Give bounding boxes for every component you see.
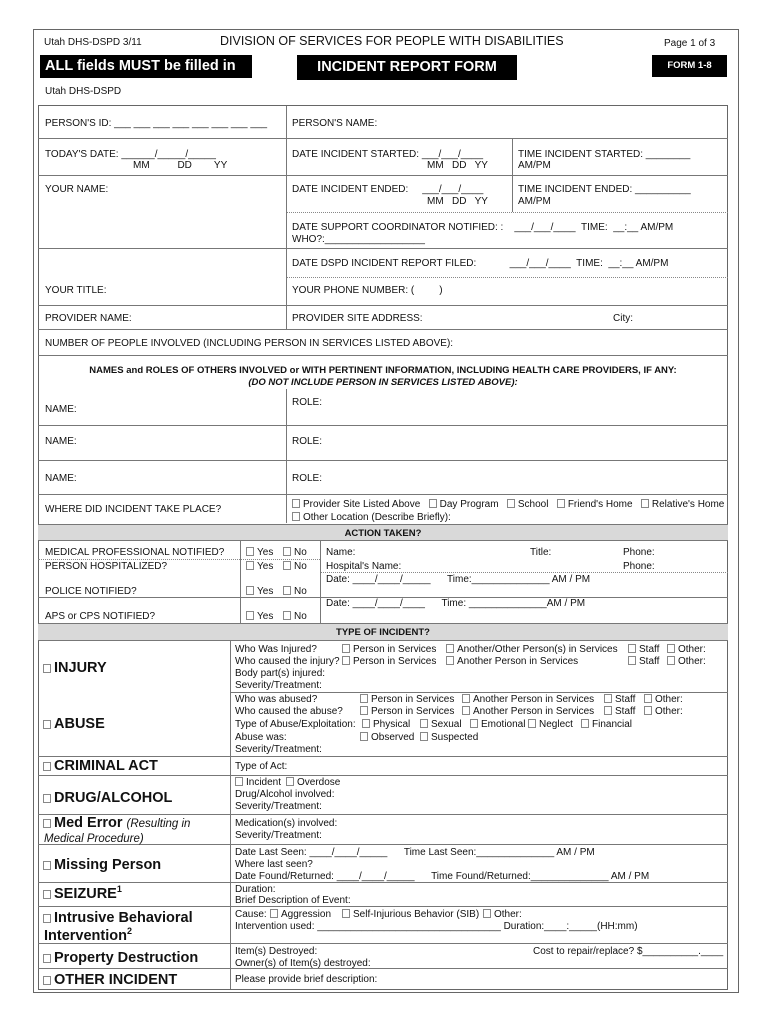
your-title-field[interactable]: YOUR TITLE: <box>45 285 107 296</box>
checkbox-icon <box>43 954 51 963</box>
intrusive-cause-other[interactable]: Other: <box>483 909 522 921</box>
time-ended-ampm: AM/PM <box>518 196 551 207</box>
incident-type-med-error[interactable]: Med Error (Resulting in <box>43 815 190 833</box>
phone-number-field[interactable]: YOUR PHONE NUMBER: ( ) <box>292 285 443 296</box>
medication-involved-field[interactable]: Medication(s) involved: <box>235 818 338 829</box>
checkbox-icon <box>43 819 51 828</box>
dspd-report-filed-field[interactable]: DATE DSPD INCIDENT REPORT FILED: ___/___/____ TIME: __:__ AM/PM <box>292 258 669 269</box>
abuse-type-neglect[interactable]: Neglect <box>528 719 573 731</box>
persons-name-field[interactable]: PERSON'S NAME: <box>292 118 378 129</box>
intrusive-cause-aggression[interactable]: Aggression <box>270 909 331 921</box>
checkbox-icon <box>342 909 350 918</box>
incident-type-property[interactable]: Property Destruction <box>43 950 198 967</box>
intrusive-line2: Intervention$^2$ <box>44 926 132 944</box>
drug-severity-field[interactable]: Severity/Treatment: <box>235 801 322 812</box>
checkbox-icon <box>429 499 437 508</box>
aps-no[interactable]: No <box>283 611 307 623</box>
date-started-field[interactable]: DATE INCIDENT STARTED: ___/___/____ <box>292 149 484 160</box>
injury-severity-field[interactable]: Severity/Treatment: <box>235 680 322 691</box>
checkbox-icon <box>420 719 428 728</box>
checkbox-icon <box>462 694 470 703</box>
support-coordinator-notified-field[interactable]: DATE SUPPORT COORDINATOR NOTIFIED: : ___/___/____ TIME: __:__ AM/PM <box>292 222 674 233</box>
provider-site-field[interactable]: PROVIDER SITE ADDRESS: <box>292 313 423 324</box>
where-options <box>292 499 724 511</box>
medical-title-field[interactable]: Title: <box>530 547 552 558</box>
abused-staff[interactable]: Staff <box>604 694 635 706</box>
checkbox-icon <box>446 656 454 665</box>
abuse-type-physical[interactable]: Physical <box>362 719 410 731</box>
abuse-suspected[interactable]: Suspected <box>420 732 478 744</box>
drug-incident[interactable]: Incident <box>235 777 281 789</box>
abuse-who-caused: Who caused the abuse? <box>235 706 343 717</box>
property-items-destroyed-field[interactable]: Item(s) Destroyed: <box>235 946 318 957</box>
checkbox-icon <box>283 547 291 556</box>
medical-yes[interactable]: Yes <box>246 547 273 559</box>
all-fields-banner: ALL fields MUST be filled in <box>40 55 252 78</box>
checkbox-icon <box>528 719 536 728</box>
abused-another[interactable]: Another Person in Services <box>462 694 594 706</box>
missing-where-field[interactable]: Where last seen? <box>235 859 313 870</box>
page-number: Page 1 of 3 <box>664 38 716 49</box>
checkbox-icon <box>43 664 51 673</box>
checkbox-icon <box>604 706 612 715</box>
seizure-description-field[interactable]: Brief Description of Event: <box>235 895 351 906</box>
checkbox-icon <box>286 777 294 786</box>
intrusive-cause-sib[interactable]: Self-Injurious Behavior (SIB) <box>342 909 479 921</box>
hospitalized-no[interactable]: No <box>283 561 307 573</box>
checkbox-icon <box>483 909 491 918</box>
aps-date-time-field[interactable]: Date: ____/____/____ Time: ______________AM / PM <box>326 598 586 609</box>
checkbox-icon <box>462 706 470 715</box>
todays-date-field[interactable]: TODAY'S DATE: ______/_____/_____ <box>45 149 216 160</box>
incident-type-missing-person[interactable]: Missing Person <box>43 857 161 874</box>
hospital-name-field[interactable]: Hospital's Name: <box>326 561 402 572</box>
injury-caused-staff[interactable]: Staff <box>628 656 659 668</box>
checkbox-icon <box>644 694 652 703</box>
where-option-day-program[interactable]: Day Program <box>429 499 499 510</box>
where-option-provider-site[interactable]: Provider Site Listed Above <box>292 499 420 510</box>
checkbox-icon <box>43 976 51 985</box>
checkbox-icon <box>470 719 478 728</box>
med-severity-field[interactable]: Severity/Treatment: <box>235 830 322 841</box>
abuse-caused-other[interactable]: Other: <box>644 706 683 718</box>
medical-notified-label: MEDICAL PROFESSIONAL NOTIFIED? <box>45 547 225 558</box>
other-role-2[interactable]: ROLE: <box>292 436 323 447</box>
other-incident-description-field[interactable]: Please provide brief description: <box>235 974 378 985</box>
where-option-other[interactable]: Other Location (Describe Briefly): <box>292 512 451 524</box>
checkbox-icon <box>644 706 652 715</box>
provider-name-field[interactable]: PROVIDER NAME: <box>45 313 132 324</box>
abuse-observed[interactable]: Observed <box>360 732 414 744</box>
injured-staff[interactable]: Staff <box>628 644 659 656</box>
checkbox-icon <box>628 656 636 665</box>
abuse-type-label: Type of Abuse/Exploitation: <box>235 719 356 730</box>
date-ended-units: MM DD YY <box>427 196 488 207</box>
checkbox-icon <box>360 732 368 741</box>
medical-name-field[interactable]: Name: <box>326 547 356 558</box>
injury-who-caused: Who caused the injury? <box>235 656 340 667</box>
property-cost-field[interactable]: Cost to repair/replace? $__________.____ <box>533 946 724 957</box>
checkbox-icon <box>283 586 291 595</box>
hospitalized-yes[interactable]: Yes <box>246 561 273 573</box>
injury-caused-another[interactable]: Another Person in Services <box>446 656 578 668</box>
hospitalized-label: PERSON HOSPITALIZED? <box>45 561 168 572</box>
checkbox-icon <box>446 644 454 653</box>
hospital-phone-field[interactable]: Phone: <box>623 561 655 572</box>
checkbox-icon <box>246 547 254 556</box>
checkbox-icon <box>360 694 368 703</box>
police-date-time-field[interactable]: Date: ____/____/_____ Time:______________ AM / PM <box>326 574 591 585</box>
checkbox-icon <box>235 777 243 786</box>
aps-cps-notified-label: APS or CPS NOTIFIED? <box>45 611 156 622</box>
injury-caused-person-in-services[interactable]: Person in Services <box>342 656 436 668</box>
form-number: FORM 1-8 <box>652 55 727 77</box>
other-name-3[interactable]: NAME: <box>45 473 77 484</box>
criminal-type-of-act-field[interactable]: Type of Act: <box>235 761 288 772</box>
police-yes[interactable]: Yes <box>246 586 273 598</box>
checkbox-icon <box>43 762 51 771</box>
time-started-field[interactable]: TIME INCIDENT STARTED: ________ <box>518 149 691 160</box>
persons-id-field[interactable]: PERSON'S ID: ___ ___ ___ ___ ___ ___ ___ ___ <box>45 118 268 129</box>
incident-heading: TYPE OF INCIDENT? <box>336 627 430 638</box>
where-option-school[interactable]: School <box>507 499 549 510</box>
checkbox-icon <box>557 499 565 508</box>
injury-caused-other[interactable]: Other: <box>667 656 706 668</box>
drug-overdose[interactable]: Overdose <box>286 777 340 789</box>
checkbox-icon <box>362 719 370 728</box>
others-heading: NAMES and ROLES OF OTHERS INVOLVED or WITH PERTINENT INFORMATION, INCLUDING HEALTH CARE PROVIDERS, IF ANY: <box>89 365 677 376</box>
aps-yes[interactable]: Yes <box>246 611 273 623</box>
checkbox-icon <box>43 914 51 923</box>
checkbox-icon <box>667 656 675 665</box>
where-option-relatives-home[interactable]: Relative's Home <box>641 499 725 510</box>
property-owner-field[interactable]: Owner(s) of Item(s) destroyed: <box>235 958 371 969</box>
incident-type-drug-alcohol[interactable]: DRUG/ALCOHOL <box>43 790 172 807</box>
checkbox-icon <box>43 861 51 870</box>
injured-other[interactable]: Other: <box>667 644 706 656</box>
checkbox-icon <box>641 499 649 508</box>
your-name-field[interactable]: YOUR NAME: <box>45 184 109 195</box>
agency-label: Utah DHS-DSPD <box>45 86 122 97</box>
abuse-was-label: Abuse was: <box>235 732 287 743</box>
abused-other[interactable]: Other: <box>644 694 683 706</box>
checkbox-icon <box>628 644 636 653</box>
incident-type-other[interactable]: OTHER INCIDENT <box>43 972 177 989</box>
abuse-who-abused: Who was abused? <box>235 694 318 705</box>
where-label: WHERE DID INCIDENT TAKE PLACE? <box>45 504 222 515</box>
checkbox-icon <box>342 656 350 665</box>
medical-phone-field[interactable]: Phone: <box>623 547 655 558</box>
injury-body-parts-field[interactable]: Body part(s) injured: <box>235 668 326 679</box>
checkbox-icon <box>43 720 51 729</box>
where-option-friends-home[interactable]: Friend's Home <box>557 499 633 510</box>
incident-type-criminal[interactable]: CRIMINAL ACT <box>43 758 158 775</box>
who-field[interactable]: WHO?:__________________ <box>292 234 425 245</box>
abuse-severity-field[interactable]: Severity/Treatment: <box>235 744 322 755</box>
checkbox-icon <box>604 694 612 703</box>
other-role-1[interactable]: ROLE: <box>292 397 323 408</box>
other-role-3[interactable]: ROLE: <box>292 473 323 484</box>
seizure-duration-field[interactable]: Duration: <box>235 884 276 895</box>
checkbox-icon <box>43 890 51 899</box>
other-name-1[interactable]: NAME: <box>45 404 77 415</box>
injured-person-in-services[interactable]: Person in Services <box>342 644 436 656</box>
checkbox-icon <box>246 611 254 620</box>
others-subheading: (DO NOT INCLUDE PERSON IN SERVICES LISTED ABOVE): <box>248 377 518 388</box>
checkbox-icon <box>420 732 428 741</box>
checkbox-icon <box>283 561 291 570</box>
checkbox-icon <box>360 706 368 715</box>
incident-type-seizure[interactable]: SEIZURE$^1$ <box>43 886 122 903</box>
checkbox-icon <box>283 611 291 620</box>
incident-type-injury[interactable]: INJURY <box>43 660 107 677</box>
checkbox-icon <box>667 644 675 653</box>
abuse-type-financial[interactable]: Financial <box>581 719 632 731</box>
checkbox-icon <box>507 499 515 508</box>
med-error-note: Medical Procedure) <box>44 833 144 845</box>
date-ended-field[interactable]: DATE INCIDENT ENDED: ___/___/____ <box>292 184 484 195</box>
checkbox-icon <box>246 586 254 595</box>
missing-last-seen-field[interactable]: Date Last Seen: ____/____/_____ Time Last Seen:______________ AM / PM <box>235 847 595 858</box>
injured-another-other[interactable]: Another/Other Person(s) in Services <box>446 644 618 656</box>
division-title: DIVISION OF SERVICES FOR PEOPLE WITH DISABILITIES <box>220 34 564 48</box>
checkbox-icon <box>292 499 300 508</box>
police-notified-label: POLICE NOTIFIED? <box>45 586 137 597</box>
injury-who-injured: Who Was Injured? <box>235 644 317 655</box>
form-revision: Utah DHS-DSPD 3/11 <box>44 37 142 48</box>
medical-no[interactable]: No <box>283 547 307 559</box>
date-started-units: MM DD YY <box>427 160 488 171</box>
todays-date-units: MM DD YY <box>133 160 228 171</box>
abuse-caused-another[interactable]: Another Person in Services <box>462 706 594 718</box>
time-started-ampm: AM/PM <box>518 160 551 171</box>
incident-type-abuse[interactable]: ABUSE <box>43 716 105 733</box>
number-people-involved-field[interactable]: NUMBER OF PEOPLE INVOLVED (INCLUDING PERSON IN SERVICES LISTED ABOVE): <box>45 338 454 349</box>
time-ended-field[interactable]: TIME INCIDENT ENDED: __________ <box>518 184 691 195</box>
checkbox-icon <box>292 512 300 521</box>
action-heading: ACTION TAKEN? <box>344 528 422 539</box>
abuse-type-emotional[interactable]: Emotional <box>470 719 525 731</box>
abuse-caused-staff[interactable]: Staff <box>604 706 635 718</box>
checkbox-icon <box>270 909 278 918</box>
other-name-2[interactable]: NAME: <box>45 436 77 447</box>
incident-type-intrusive[interactable]: Intrusive Behavioral <box>43 910 193 927</box>
police-no[interactable]: No <box>283 586 307 598</box>
checkbox-icon <box>342 644 350 653</box>
intrusive-intervention-field[interactable]: Intervention used: _________________________________ Duration:____:_____(HH:mm) <box>235 921 638 932</box>
city-field[interactable]: City: <box>613 313 633 324</box>
form-title: INCIDENT REPORT FORM <box>297 55 517 80</box>
checkbox-icon <box>43 794 51 803</box>
abuse-caused-person-in-services[interactable]: Person in Services <box>360 706 454 718</box>
abused-person-in-services[interactable]: Person in Services <box>360 694 454 706</box>
drug-involved-field[interactable]: Drug/Alcohol involved: <box>235 789 335 800</box>
checkbox-icon <box>581 719 589 728</box>
abuse-type-sexual[interactable]: Sexual <box>420 719 462 731</box>
intrusive-cause-label: Cause: <box>235 909 267 920</box>
missing-found-field[interactable]: Date Found/Returned: ____/____/_____ Time Found/Returned:______________ AM / PM <box>235 871 650 882</box>
checkbox-icon <box>246 561 254 570</box>
